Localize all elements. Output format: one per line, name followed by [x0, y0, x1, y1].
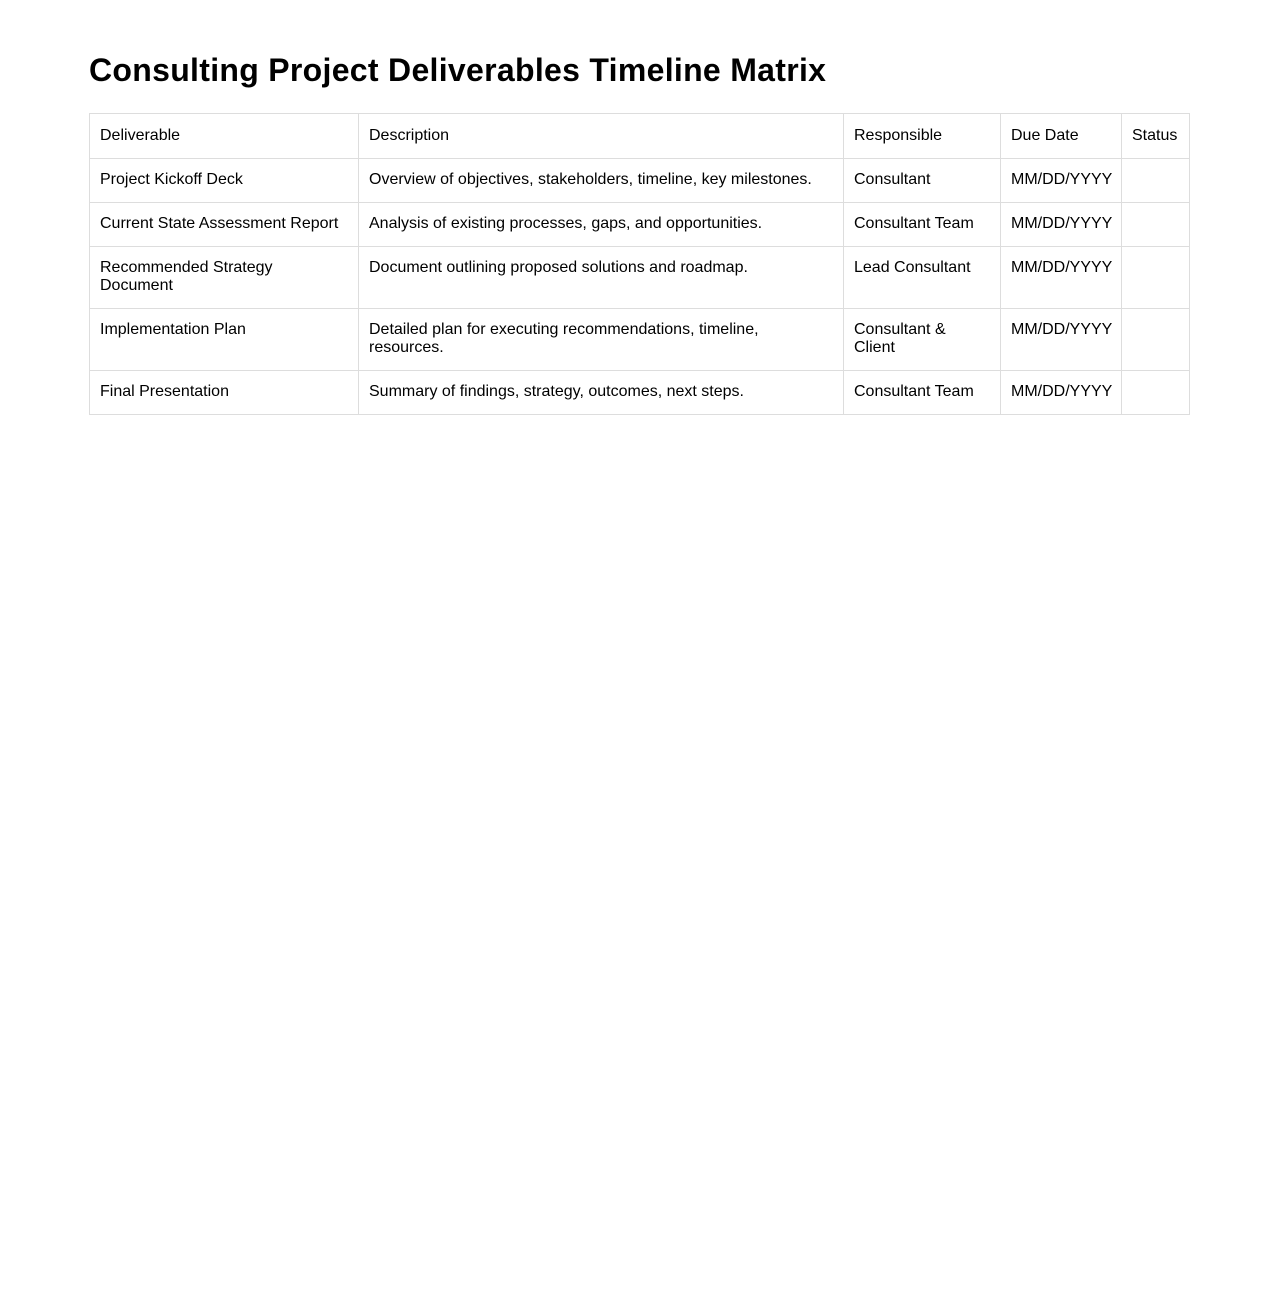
header-description: Description — [359, 114, 844, 159]
cell-responsible: Consultant & Client — [844, 309, 1001, 371]
deliverables-table — [89, 113, 1190, 415]
table-row — [90, 371, 1190, 415]
cell-description: Overview of objectives, stakeholders, timeline, key milestones. — [359, 159, 844, 203]
cell-description: Document outlining proposed solutions and roadmap. — [359, 247, 844, 309]
table-row — [90, 159, 1190, 203]
table-row — [90, 203, 1190, 247]
cell-description: Detailed plan for executing recommendations, timeline, resources. — [359, 309, 844, 371]
cell-description: Analysis of existing processes, gaps, and opportunities. — [359, 203, 844, 247]
document-page — [89, 50, 1189, 415]
cell-status — [1122, 159, 1190, 203]
page-title: Consulting Project Deliverables Timeline Matrix — [89, 52, 827, 88]
cell-due-date: MM/DD/YYYY — [1001, 371, 1122, 415]
cell-status — [1122, 247, 1190, 309]
cell-due-date: MM/DD/YYYY — [1001, 247, 1122, 309]
header-due-date: Due Date — [1001, 114, 1122, 159]
cell-description: Summary of findings, strategy, outcomes, next steps. — [359, 371, 844, 415]
table-row — [90, 247, 1190, 309]
cell-responsible: Consultant Team — [844, 371, 1001, 415]
table-header-row — [90, 114, 1190, 159]
cell-deliverable: Final Presentation — [90, 371, 359, 415]
cell-due-date: MM/DD/YYYY — [1001, 203, 1122, 247]
cell-status — [1122, 371, 1190, 415]
header-responsible: Responsible — [844, 114, 1001, 159]
cell-deliverable: Recommended Strategy Document — [90, 247, 359, 309]
header-status: Status — [1122, 114, 1190, 159]
cell-status — [1122, 309, 1190, 371]
cell-deliverable: Implementation Plan — [90, 309, 359, 371]
table-row — [90, 309, 1190, 371]
cell-deliverable: Project Kickoff Deck — [90, 159, 359, 203]
cell-due-date: MM/DD/YYYY — [1001, 159, 1122, 203]
cell-responsible: Consultant — [844, 159, 1001, 203]
cell-due-date: MM/DD/YYYY — [1001, 309, 1122, 371]
cell-deliverable: Current State Assessment Report — [90, 203, 359, 247]
cell-responsible: Consultant Team — [844, 203, 1001, 247]
header-deliverable: Deliverable — [90, 114, 359, 159]
cell-responsible: Lead Consultant — [844, 247, 1001, 309]
cell-status — [1122, 203, 1190, 247]
